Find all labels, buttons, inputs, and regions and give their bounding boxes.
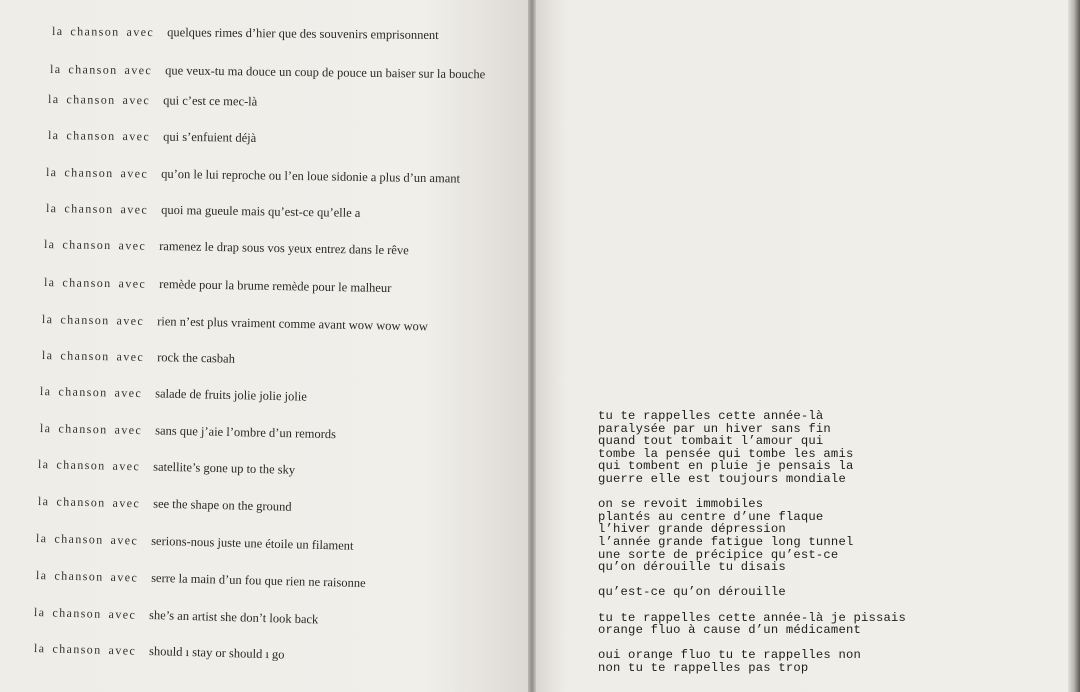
verse-text: qui c’est ce mec-là [163, 93, 258, 109]
refrain-text: la chanson avec [35, 531, 139, 548]
poem-line: on se revoit immobiles [598, 497, 764, 512]
poem-line: orange fluo à cause d’un médicament [598, 623, 861, 638]
avec-word: avec [114, 385, 143, 401]
avec-word: avec [110, 569, 139, 585]
refrain-text: la chanson avec [47, 128, 151, 144]
verse-text: serions-nous juste une étoile un filament [150, 533, 354, 553]
poem-line: non tu te rappelles pas trop [598, 660, 809, 675]
verse-text: quoi ma gueule mais qu’est-ce qu’elle a [161, 202, 361, 220]
avec-word: avec [120, 202, 149, 217]
refrain-text: la chanson avec [43, 275, 147, 291]
right-page-poem [598, 410, 906, 687]
verse-text: que veux-tu ma douce un coup de pouce un baiser sur la bouche [165, 63, 486, 82]
avec-word: avec [114, 422, 143, 438]
poem-stanza [598, 612, 906, 637]
verse-text: she’s an artist she don’t look back [148, 608, 319, 627]
verse-text: remède pour la brume remède pour le malheur [159, 277, 392, 296]
verse-text: satellite’s gone up to the sky [153, 459, 296, 477]
poem-line: tu te rappelles cette année-là je pissais [598, 610, 907, 625]
verse-text: serre la main d’un fou que rien ne raisonne [150, 570, 366, 591]
poem-line: qui tombent en pluie je pensais la [598, 459, 854, 474]
poem-stanza [598, 410, 906, 486]
verse-text: qui s’enfuient déjà [163, 129, 257, 145]
verse-text: qu’on le lui reproche ou l’en loue sidonie a plus d’un amant [161, 166, 461, 186]
refrain-text: la chanson avec [51, 24, 155, 40]
avec-word: avec [122, 92, 151, 108]
avec-word: avec [118, 276, 147, 291]
avec-word: avec [108, 606, 137, 622]
refrain-text: la chanson avec [41, 348, 145, 364]
verse-text: sans que j’aie l’ombre d’un remords [155, 423, 337, 442]
avec-word: avec [124, 62, 153, 78]
poem-line: une sorte de précipice qu’est-ce [598, 547, 839, 562]
poem-line: tu te rappelles cette année-là [598, 409, 824, 423]
refrain-text: la chanson avec [39, 384, 143, 401]
avec-word: avec [112, 458, 141, 474]
poem-line: guerre elle est toujours mondiale [598, 471, 846, 486]
avec-word: avec [116, 313, 145, 328]
avec-word: avec [108, 642, 137, 658]
show-through [660, 30, 1060, 45]
poem-line: l’année grande fatigue long tunnel [598, 534, 854, 549]
refrain-text: la chanson avec [45, 165, 149, 181]
verse-line [48, 92, 257, 110]
refrain-text: la chanson avec [37, 494, 141, 511]
refrain-text: la chanson avec [43, 237, 147, 253]
refrain-text: la chanson avec [41, 312, 145, 328]
poem-line: paralysée par un hiver sans fin [598, 421, 831, 436]
avec-word: avec [112, 495, 141, 511]
verse-text: salade de fruits jolie jolie jolie [155, 386, 307, 404]
avec-word: avec [118, 238, 147, 253]
poem-stanza [598, 498, 906, 574]
refrain-text: la chanson avec [45, 201, 149, 217]
refrain-text: la chanson avec [33, 641, 137, 658]
avec-word: avec [122, 129, 151, 144]
refrain-text: la chanson avec [39, 421, 143, 438]
verse-text: rien n’est plus vraiment comme avant wow wow wow [157, 314, 429, 334]
poem-stanza [598, 586, 906, 599]
refrain-text: la chanson avec [33, 605, 137, 622]
poem-line: quand tout tombait l’amour qui [598, 434, 824, 449]
page-edge [1068, 0, 1080, 692]
poem-line: qu’est-ce qu’on dérouille [598, 585, 786, 600]
verse-text: should ı stay or should ı go [148, 644, 285, 662]
poem-line: oui orange fluo tu te rappelles non [598, 648, 861, 663]
avec-word: avec [120, 166, 149, 181]
verse-text: quelques rimes d’hier que des souvenirs emprisonnent [167, 25, 439, 43]
verse-line [48, 128, 256, 146]
poem-line: plantés au centre d’une flaque [598, 509, 824, 524]
verse-text: ramenez le drap sous vos yeux entrez dans le rêve [159, 239, 409, 258]
refrain-text: la chanson avec [37, 457, 141, 474]
avec-word: avec [116, 349, 145, 364]
poem-line: qu’on dérouille tu disais [598, 560, 786, 575]
poem-stanza [598, 649, 906, 674]
avec-word: avec [110, 532, 139, 548]
book-gutter [528, 0, 536, 692]
refrain-text: la chanson avec [47, 92, 151, 108]
refrain-text: la chanson avec [49, 62, 153, 78]
avec-word: avec [126, 24, 155, 40]
verse-text: rock the casbah [157, 350, 236, 366]
verse-text: see the shape on the ground [153, 496, 292, 514]
refrain-text: la chanson avec [35, 568, 139, 585]
poem-line: tombe la pensée qui tombe les amis [598, 446, 854, 461]
poem-line: l’hiver grande dépression [598, 522, 786, 537]
